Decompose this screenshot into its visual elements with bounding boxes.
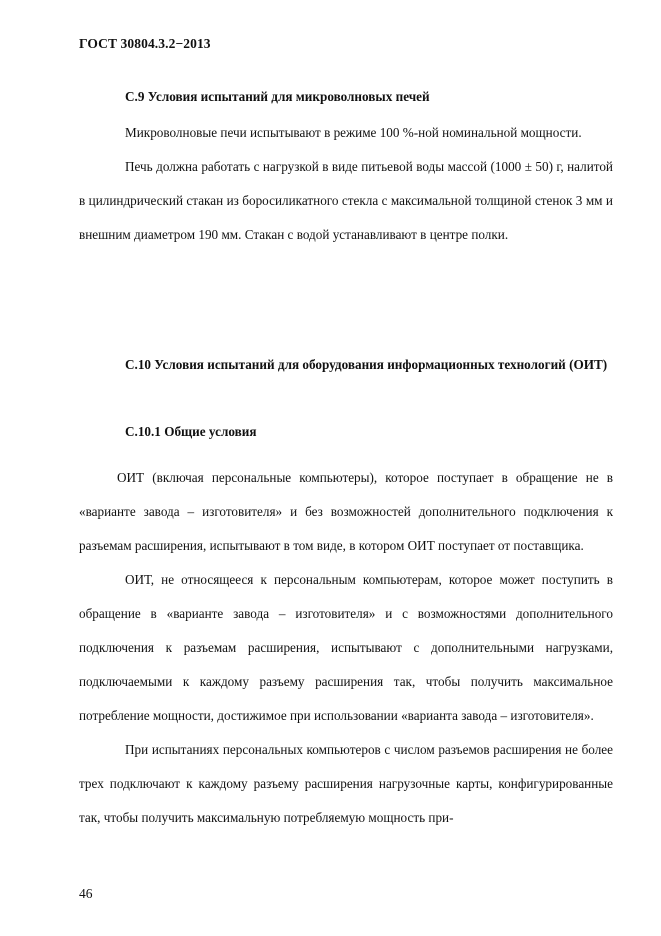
section-c10-paragraph-1: ОИТ (включая персональные компьютеры), которое поступает в обращение не в «варианте завода – изготовителя» и без возможностей дополнительного подключения к разъемам расширения, испытывают в том виде, в котором ОИТ поступает от поставщика. — [79, 470, 613, 553]
section-c10-1-heading: С.10.1 Общие условия — [125, 424, 257, 439]
section-c10-1 — [79, 423, 613, 440]
section-c9-paragraph-2: Печь должна работать с нагрузкой в виде питьевой воды массой (1000 ± 50) г, налитой в цилиндрический стакан из боросиликатного стекла с максимальной толщиной стенок 3 мм и внешним диаметром 190 мм. Стакан с водой устанавливают в центре полки. — [79, 159, 613, 242]
section-c10-heading: С.10 Условия испытаний для оборудования информационных технологий (ОИТ) — [125, 357, 608, 372]
section-c9 — [79, 88, 613, 105]
section-c10-body — [79, 461, 613, 835]
section-c10 — [79, 356, 613, 373]
section-c9-paragraph-1: Микроволновые печи испытывают в режиме 100 %-ной номинальной мощности. — [125, 125, 582, 140]
standard-header: ГОСТ 30804.3.2−2013 — [79, 36, 211, 51]
section-c9-heading: С.9 Условия испытаний для микроволновых печей — [125, 89, 430, 104]
section-c9-body — [79, 116, 613, 252]
section-c10-paragraph-3: При испытаниях персональных компьютеров с числом разъемов расширения не более трех подключают к каждому разъему расширения нагрузочные карты, конфигурированные так, чтобы получить максимальную потребляемую мощность при- — [79, 742, 613, 825]
section-c10-paragraph-2: ОИТ, не относящееся к персональным компьютерам, которое может поступить в обращение в «варианте завода – изготовителя» и с возможностями дополнительного подключения к разъемам расширения, испытывают с дополнительными нагрузками, подключаемыми к каждому разъему расширения так, чтобы получить максимальное потребление мощности, достижимое при использовании «варианта завода – изготовителя». — [79, 572, 613, 723]
page-number: 46 — [79, 886, 93, 901]
